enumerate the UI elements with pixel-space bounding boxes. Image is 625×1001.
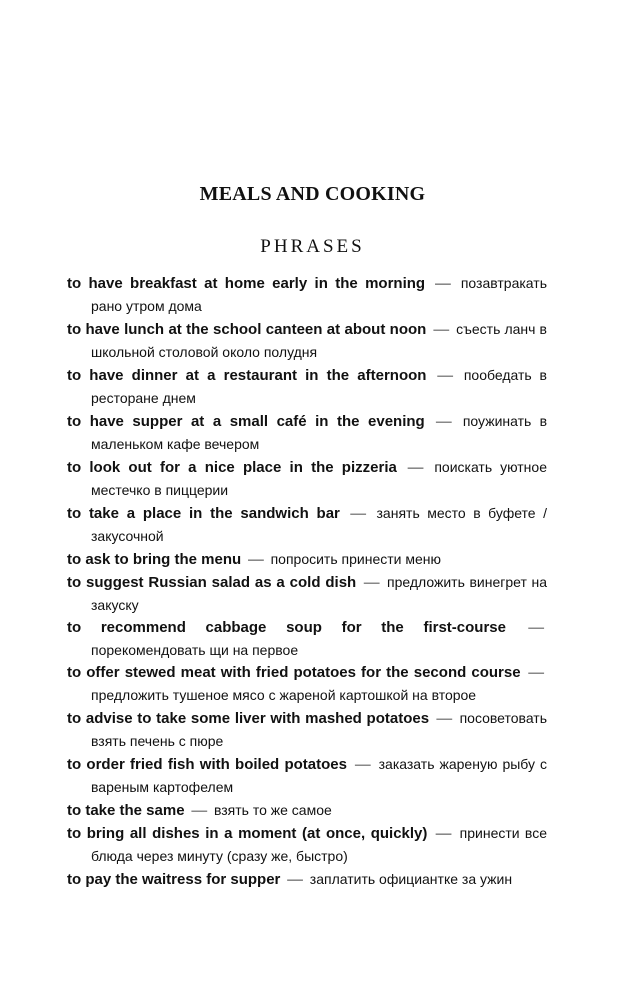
phrase-item bbox=[67, 456, 547, 502]
phrase-dash: — bbox=[407, 459, 424, 476]
phrase-russian: пообедать в ресторане днем bbox=[91, 367, 547, 406]
phrase-dash: — bbox=[435, 825, 452, 842]
phrase-item bbox=[67, 662, 547, 707]
phrase-russian: заплатить официантке за ужин bbox=[309, 871, 513, 887]
phrase-dash: — bbox=[355, 756, 371, 773]
phrase-item bbox=[67, 364, 547, 410]
phrase-dash: — bbox=[528, 664, 544, 681]
phrase-english: to offer stewed meat with fried potatoes for the second course bbox=[67, 664, 521, 681]
phrase-russian: порекомендовать щи на первое bbox=[91, 642, 299, 658]
phrase-russian: взять то же самое bbox=[213, 802, 332, 818]
phrase-russian: попросить принести меню bbox=[270, 551, 441, 567]
page-title: MEALS AND COOKING bbox=[199, 183, 426, 205]
phrase-russian: заказать жареную рыбу с вареным картофелем bbox=[91, 756, 548, 795]
phrase-dash: — bbox=[287, 871, 303, 888]
phrase-dash: — bbox=[350, 505, 366, 522]
phrase-list bbox=[67, 272, 547, 891]
phrase-dash: — bbox=[191, 802, 208, 819]
phrase-russian: предложить тушеное мясо с жареной картошкой на второе bbox=[91, 687, 477, 703]
phrase-item bbox=[67, 868, 547, 891]
phrase-english: to take a place in the sandwich bar bbox=[67, 505, 340, 522]
phrase-russian: съесть ланч в школьной столовой около полудня bbox=[91, 321, 547, 360]
phrase-dash: — bbox=[437, 367, 453, 384]
phrase-item bbox=[67, 502, 547, 548]
phrase-russian: позавтракать рано утром дома bbox=[91, 275, 547, 314]
phrase-english: to recommend cabbage soup for the first-course bbox=[67, 619, 506, 636]
phrase-dash: — bbox=[528, 619, 544, 636]
phrase-item bbox=[67, 617, 547, 662]
phrase-dash: — bbox=[436, 710, 453, 727]
phrase-english: to ask to bring the menu bbox=[67, 551, 242, 568]
phrase-dash: — bbox=[435, 275, 451, 292]
phrase-english: to have breakfast at home early in the morning bbox=[67, 275, 426, 292]
phrase-item bbox=[67, 707, 547, 753]
phrase-dash: — bbox=[435, 413, 452, 430]
phrase-english: to pay the waitress for supper bbox=[67, 871, 281, 888]
phrase-item bbox=[67, 410, 547, 456]
phrase-dash: — bbox=[433, 321, 450, 338]
phrase-dash: — bbox=[248, 551, 264, 568]
phrase-english: to bring all dishes in a moment (at once, quickly) bbox=[67, 825, 428, 842]
phrase-dash: — bbox=[363, 574, 380, 591]
phrase-english: to order fried fish with boiled potatoes bbox=[67, 756, 347, 773]
phrase-item bbox=[67, 753, 547, 799]
phrase-english: to advise to take some liver with mashed potatoes bbox=[67, 710, 430, 727]
phrase-russian: посоветовать взять печень с пюре bbox=[91, 710, 548, 749]
phrase-item bbox=[67, 272, 547, 318]
phrase-english: to look out for a nice place in the pizzeria bbox=[67, 459, 397, 476]
phrase-item bbox=[67, 318, 547, 364]
phrase-russian: поужинать в маленьком кафе вечером bbox=[91, 413, 548, 452]
phrase-item bbox=[67, 571, 547, 617]
phrase-english: to suggest Russian salad as a cold dish bbox=[67, 574, 357, 591]
phrase-russian: поискать уютное местечко в пиццерии bbox=[91, 459, 547, 498]
phrase-russian: занять место в буфете / закусочной bbox=[91, 505, 547, 544]
phrase-english: to have dinner at a restaurant in the afternoon bbox=[67, 367, 427, 384]
phrase-russian: предложить винегрет на закуску bbox=[91, 574, 547, 613]
phrase-english: to have lunch at the school canteen at about noon bbox=[67, 321, 427, 338]
phrase-english: to take the same bbox=[67, 802, 185, 819]
phrase-item bbox=[67, 822, 547, 868]
phrase-russian: принести все блюда через минуту (сразу же, быстро) bbox=[91, 825, 547, 864]
phrase-item bbox=[67, 799, 547, 822]
section-subtitle: PHRASES bbox=[260, 236, 365, 257]
phrase-item bbox=[67, 548, 547, 571]
phrase-english: to have supper at a small café in the evening bbox=[67, 413, 425, 430]
